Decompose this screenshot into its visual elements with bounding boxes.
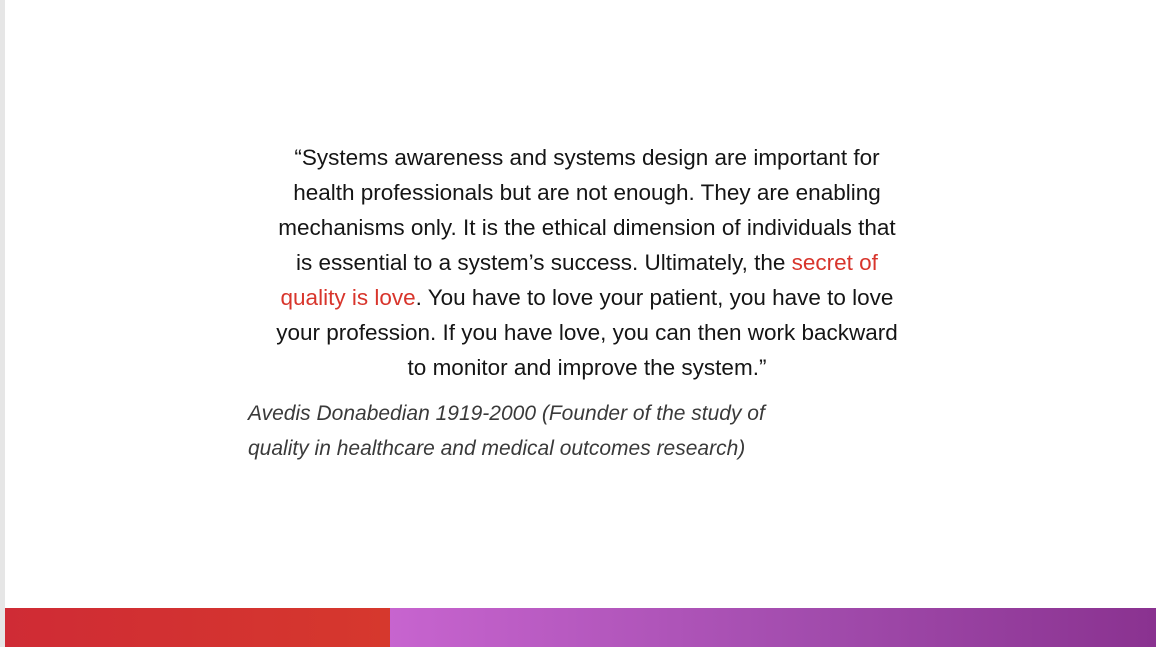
quote-highlight: quality is love [280, 285, 416, 310]
quote-line-text: is essential to a system’s success. Ultimately, the [296, 250, 792, 275]
quote-text [240, 140, 934, 385]
quote-attribution [248, 396, 948, 466]
quote-highlight: secret of [791, 250, 878, 275]
footer-color-bar [5, 608, 1156, 647]
slide-left-edge [0, 0, 5, 647]
quote-line: “Systems awareness and systems design are important for [294, 145, 880, 170]
quote-line: to monitor and improve the system.” [407, 355, 767, 380]
quote-line: your profession. If you have love, you can then work backward [276, 320, 898, 345]
quote-line-text: . You have to love your patient, you have to love [415, 285, 894, 310]
attribution-line: Avedis Donabedian 1919-2000 (Founder of the study of [248, 402, 765, 425]
quote-line: health professionals but are not enough. They are enabling [293, 180, 881, 205]
quote-line [240, 245, 934, 280]
footer-bar-purple-segment [390, 608, 1156, 647]
quote-line [240, 280, 934, 315]
footer-bar-red-segment [5, 608, 390, 647]
quote-line: mechanisms only. It is the ethical dimension of individuals that [278, 215, 896, 240]
attribution-line: quality in healthcare and medical outcomes research) [248, 437, 746, 460]
